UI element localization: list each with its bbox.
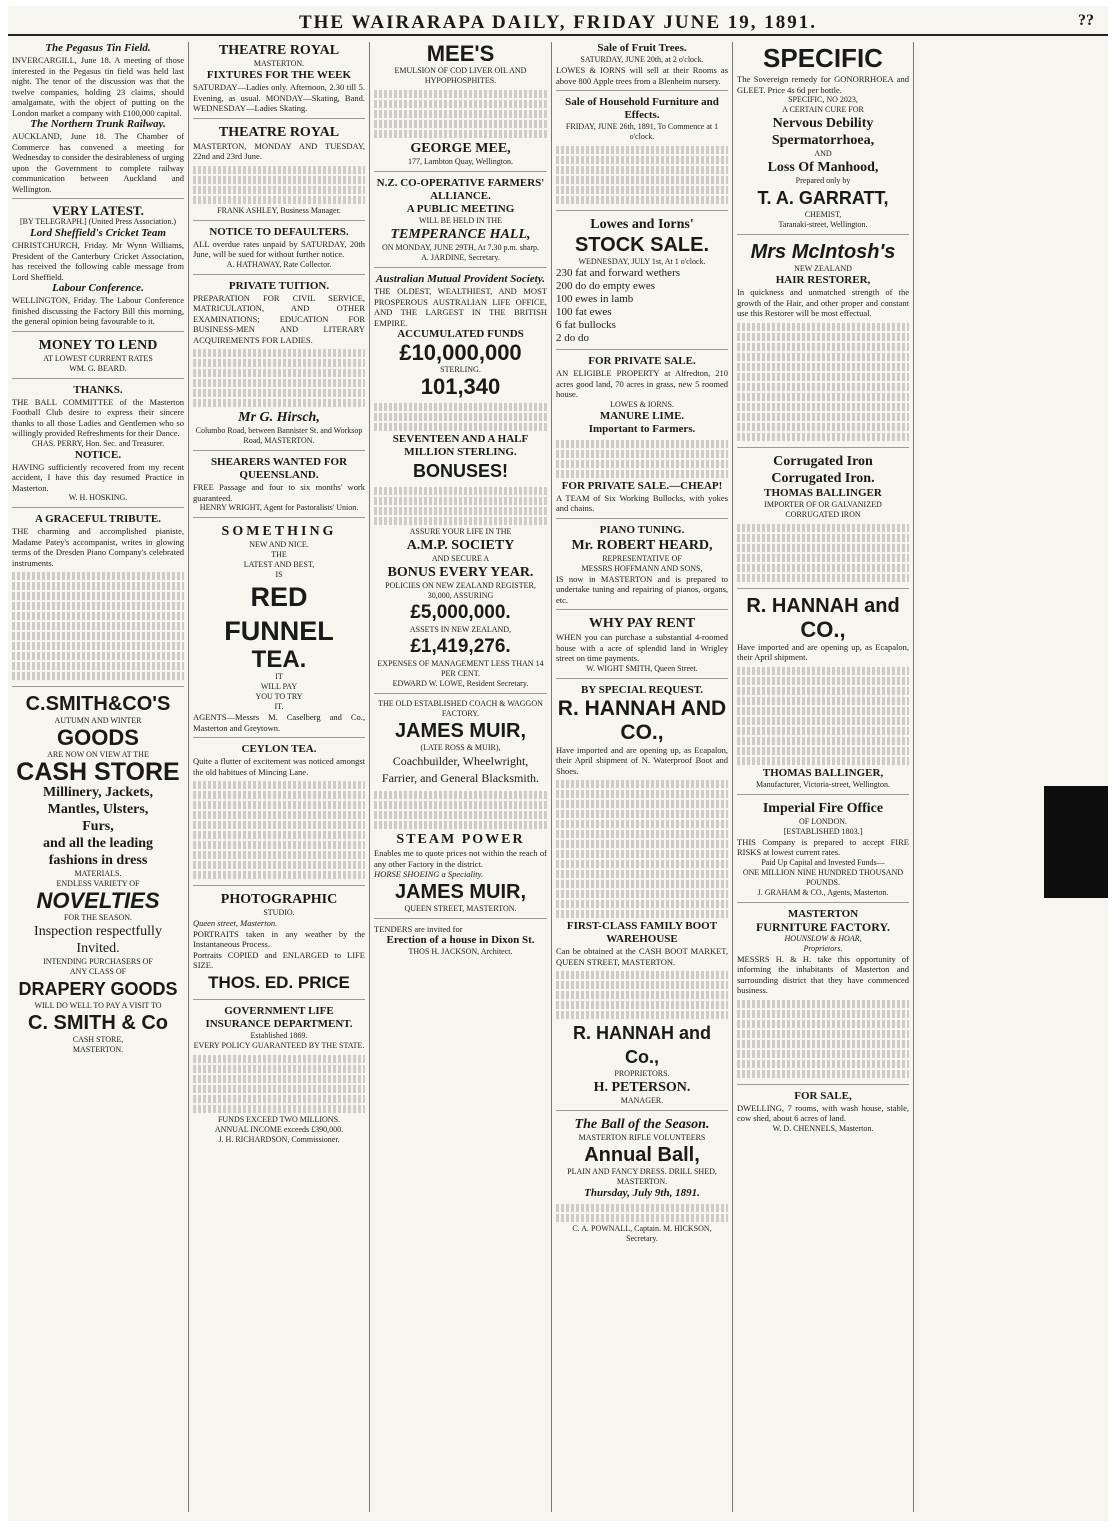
headline: The Ball of the Season. (574, 1117, 710, 1132)
subline: WEDNESDAY, JULY 1st, At 1 o'clock. (578, 257, 706, 266)
column-1 (8, 42, 189, 1512)
headline: STOCK SALE. (574, 234, 710, 256)
newspaper-page (8, 6, 1108, 1521)
headline: TEMPERANCE HALL, (390, 227, 531, 242)
ad-specific (737, 42, 909, 235)
headline: R. HANNAH and (746, 594, 900, 617)
signature: EDWARD W. LOWE, Resident Secretary. (392, 679, 529, 688)
headline: T. A. GARRATT, (757, 188, 889, 208)
subline: Prepared only by (795, 176, 851, 185)
headline: NOTICE. (74, 448, 122, 461)
body: WHEN you can purchase a substantial 4-roomed house with a acre of splendid land in Wrigley street on time payments. (556, 632, 728, 663)
body: AN ELIGIBLE PROPERTY at Alfredton, 210 acres good land, 70 acres in grass, new 5 roomed house. (556, 368, 728, 399)
headline: N.Z. CO-OPERATIVE FARMERS' ALLIANCE. (376, 177, 545, 202)
subline: CHEMIST, (804, 210, 842, 219)
text-lines (556, 1204, 728, 1222)
line: Inspection respectfully Invited. (34, 924, 162, 956)
ad-tenders (374, 924, 547, 958)
line: and all the leading (42, 836, 154, 851)
subline: FUNDS EXCEED TWO MILLIONS. (217, 1114, 341, 1124)
body: HORSE SHOEING a Speciality. (374, 869, 484, 879)
body: IS now in MASTERTON and is prepared to undertake tuning and repairing of pianos, organs, etc. (556, 573, 728, 605)
body: Quite a flutter of excitement was noticed amongst the old habitues of Mincing Lane. (193, 756, 365, 777)
subline: STERLING. (440, 365, 481, 374)
stock-row: 100 fat ewes (556, 306, 612, 318)
line: Millinery, Jackets, (42, 785, 154, 800)
subline: 177, Lambton Quay, Wellington. (408, 157, 513, 166)
ad-private-sale (556, 355, 728, 519)
body: TENDERS are invited for (374, 923, 463, 934)
headline: Mr. ROBERT HEARD, (571, 537, 713, 553)
subline: POLICIES ON NEW ZEALAND REGISTER, 30,000, ASSURING (385, 581, 536, 600)
headline: Annual Ball, (584, 1144, 700, 1166)
subline: ANNUAL INCOME exceeds £390,000. (214, 1124, 344, 1134)
headline: TEA. (251, 646, 307, 673)
subline: ARE NOW ON VIEW AT THE (47, 750, 149, 759)
body: Enables me to quote prices not within the reach of any other Factory in the district. (374, 848, 547, 869)
headline: HAIR RESTORER, (775, 274, 871, 286)
headline: A PUBLIC MEETING (406, 203, 515, 215)
line: LATEST AND BEST, (243, 560, 315, 569)
body: THE BALL COMMITTEE of the Masterton Football Club desire to express their sincere thanks to all those Ladies and Gentlemen who so willingly provided Refreshments for their Dance. (12, 396, 184, 438)
signature: FRANK ASHLEY, Business Manager. (217, 205, 341, 215)
headline: CASH STORE (16, 758, 180, 786)
masthead-title: THE WAIRARAPA DAILY, FRIDAY JUNE 19, 1891. (298, 12, 818, 33)
subline: Manufacturer, Victoria-street, Wellington. (756, 779, 890, 789)
subline: INTENDING PURCHASERS OF (43, 957, 153, 966)
ad-stock-sale (556, 216, 728, 350)
body: Queen street, Masterton. (193, 918, 278, 928)
line: NEW AND NICE. (249, 540, 309, 549)
headline: MANURE LIME. (599, 409, 685, 422)
headline: The Northern Trunk Railway. (30, 118, 166, 130)
text-lines (193, 1055, 365, 1113)
headline: Australian Mutual Provident Society. (376, 273, 545, 285)
headline: A.M.P. SOCIETY (406, 538, 515, 553)
subline: EVERY POLICY GUARANTEED BY THE STATE. (193, 1040, 365, 1050)
signature: J. GRAHAM & CO., Agents, Masterton. (757, 887, 889, 897)
headline: FIXTURES FOR THE WEEK (206, 69, 352, 81)
signature: HENRY WRIGHT, Agent for Pastoralists' Union. (199, 503, 359, 512)
headline: BY SPECIAL REQUEST. (581, 683, 703, 696)
body: ALL overdue rates unpaid by SATURDAY, 20th June, will be sued for without further notice. (193, 238, 365, 259)
body: MASTERTON, MONDAY AND TUESDAY, 22nd and 23rd June. (193, 140, 365, 161)
body: Have imported and are opening up, as Ecapalon, their April shipment. (737, 641, 909, 662)
signature: LOWES & IORNS. (610, 399, 674, 409)
headline: R. HANNAH and Co., (573, 1023, 711, 1067)
signature: A. JARDINE, Secretary. (421, 253, 500, 262)
subline: HOUNSLOW & HOAR, (784, 933, 862, 943)
subline: Taranaki-street, Wellington. (778, 220, 868, 229)
subline: Columbo Road, between Bannister St. and Worksop Road, MASTERTON. (195, 426, 363, 445)
subline: A CERTAIN CURE FOR (782, 105, 864, 114)
signature: WM. G. BEARD. (69, 363, 127, 373)
body: WELLINGTON, Friday. The Labour Conference finished discussing the Factory Bill this morning, the general opinion being favourable to it. (12, 295, 184, 326)
stock-row: 200 do do empty ewes (556, 280, 655, 292)
headline: A GRACEFUL TRIBUTE. (34, 513, 162, 525)
subline: REPRESENTATIVE OF (602, 553, 682, 563)
subline: Established 1869. (250, 1030, 308, 1040)
ad-tuition (193, 280, 365, 452)
body: INVERCARGILL, June 18. A meeting of those interested in the Pegasus tin field was held last night. The tenor of the discussion was that the twelve companies, holding 23 claims, should amalgamate, with the object of putting on the London market a company with £100,000 capital. (12, 55, 184, 118)
headline: PHOTOGRAPHIC (220, 892, 338, 907)
black-ink-block (1044, 786, 1108, 898)
headline: THOMAS BALLINGER, (762, 766, 884, 779)
body: AUCKLAND, June 18. The Chamber of Commerce has convened a meeting for Wednesday to consider the desirableness of urging upon the Government to complete railway communication between Auckland and Wellington. (12, 131, 184, 194)
subline: MASTERTON. (72, 1045, 124, 1054)
subline: MASTERTON. (253, 59, 305, 68)
headline: FOR PRIVATE SALE.—CHEAP! (561, 479, 723, 492)
body: MESSRS H. & H. take this opportunity of informing the inhabitants of Masterton and surrounding district that they have commenced business. (737, 953, 909, 995)
ad-james-muir (374, 699, 547, 919)
headline: FOR SALE, (794, 1089, 852, 1102)
body: A TEAM of Six Working Bullocks, with yokes and chains. (556, 492, 728, 513)
column-3 (370, 42, 552, 1512)
headline: ACCUMULATED FUNDS (397, 328, 524, 340)
subline: PLAIN AND FANCY DRESS. DRILL SHED, MASTERTON. (567, 1167, 717, 1186)
stock-row: 6 fat bullocks (556, 319, 616, 331)
headline: £10,000,000 (399, 340, 522, 365)
article-pegasus (12, 42, 184, 199)
headline: PIANO TUNING. (599, 523, 685, 536)
subline: SPECIFIC, NO 2023, (788, 95, 858, 104)
headline: MONEY TO LEND (38, 337, 158, 353)
body: PORTRAITS taken in any weather by the Instantaneous Process. (193, 928, 365, 949)
body: THIS Company is prepared to accept FIRE RISKS at lowest current rates. (737, 836, 909, 857)
signature: W. H. HOSKING. (68, 493, 128, 502)
headline: R. HANNAH AND CO., (557, 696, 727, 744)
article-tribute (12, 513, 184, 687)
subline: ASSETS IN NEW ZEALAND, (409, 625, 512, 634)
headline: C.SMITH&CO'S (25, 693, 171, 715)
body: PREPARATION FOR CIVIL SERVICE, MATRICULATION, AND OTHER EXAMINATIONS; EDUCATION FOR BUSINESS-MEN AND LITERARY ACQUIREMENTS FOR LADIES. (193, 292, 365, 345)
text-lines (374, 403, 547, 431)
subline: EXPENSES OF MANAGEMENT LESS THAN 14 PER CENT. (377, 659, 544, 678)
headline: THANKS. (73, 383, 123, 396)
text-lines (193, 349, 365, 407)
text-lines (737, 323, 909, 441)
body: THE OLDEST, WEALTHIEST, AND MOST PROSPEROUS AUSTRALIAN LIFE OFFICE, AND THE LARGEST IN THE BRITISH EMPIRE. (374, 286, 547, 328)
line: YOU TO TRY (255, 692, 303, 701)
ad-photographic (193, 891, 365, 1000)
signature: W. WIGHT SMITH, Queen Street. (586, 663, 698, 673)
line: Mantles, Ulsters, (47, 802, 149, 817)
subline: PROPRIETORS. (614, 1069, 670, 1078)
subline: Proprietors. (803, 943, 843, 953)
body: DWELLING, 7 rooms, with wash house, stable, cow shed, about 6 acres of land. (737, 1102, 909, 1123)
column-4 (552, 42, 733, 1512)
line: THE (271, 550, 287, 559)
headline: BONUSES! (412, 461, 508, 481)
text-lines (374, 487, 547, 525)
body: In quickness and unmatched strength of the growth of the Hair, and other proper and constant use this Restorer will be most effectual. (737, 287, 909, 318)
subline: IMPORTER OF OR GALVANIZED CORRUGATED IRON (764, 499, 882, 519)
text-lines (556, 971, 728, 1019)
subline: ON MONDAY, JUNE 29TH, At 7.30 p.m. sharp. (381, 243, 540, 252)
subline: FRIDAY, JUNE 26th, 1891, To Commence at 1 o'clock. (565, 122, 719, 141)
subline: AT LOWEST CURRENT RATES (43, 353, 153, 363)
body: FREE Passage and four to six months' work guaranteed. (193, 482, 365, 503)
headline: PRIVATE TUITION. (228, 279, 330, 292)
headline: Corrugated Iron. (771, 470, 875, 486)
text-lines (12, 572, 184, 680)
ad-furniture-factory (737, 908, 909, 1085)
headline: Mr G. Hirsch, (238, 410, 320, 425)
signature: C. A. POWNALL, Captain. M. HICKSON, Secretary. (572, 1224, 712, 1243)
headline: MASTERTON (787, 907, 859, 920)
ad-hair-restorer (737, 240, 909, 448)
headline: Sale of Household Furniture and Effects. (565, 96, 719, 121)
headline: FIRST-CLASS FAMILY BOOT WAREHOUSE (566, 920, 718, 945)
body: The Sovereign remedy for GONORRHOEA and GLEET. Price 4s 6d per bottle. (737, 74, 909, 95)
body: HAVING sufficiently recovered from my recent accident, I have this day resumed Practice in Masterton. (12, 461, 184, 493)
headline: The Pegasus Tin Field. (45, 42, 151, 54)
subline: AND (814, 149, 832, 158)
line: SOMETHING (221, 524, 337, 539)
headline: BONUS EVERY YEAR. (387, 565, 534, 580)
headline: GEORGE MEE, (410, 141, 511, 156)
body: THE charming and accomplished pianiste, Madame Patey's accompanist, writes in glowing terms of the Dresden Piano Company's celebrated instruments. (12, 526, 184, 568)
article-latest (12, 204, 184, 332)
headline: THOMAS BALLINGER (764, 486, 882, 499)
subline: [BY TELEGRAPH.] (United Press Association.) (20, 217, 176, 226)
body: AGENTS—Messrs M. Caselberg and Co., Masterton and Greytown. (193, 712, 365, 733)
subline: STUDIO. (263, 908, 295, 917)
ad-theatre-royal-2 (193, 124, 365, 221)
headline: FURNITURE FACTORY. (755, 919, 891, 934)
body: Have imported and are opening up, as Ecapalon, their April shipment of N. Waterproof Boot and Shoes. (556, 744, 728, 776)
subline: MESSRS HOFFMANN AND SONS, (581, 563, 703, 573)
headline: 101,340 (420, 374, 501, 399)
text-lines (193, 166, 365, 204)
body: CHRISTCHURCH, Friday. Mr Wynn Williams, President of the Canterbury Cricket Association, has received the following cable message from Lord Sheffield. (12, 240, 184, 282)
signature: A. HATHAWAY, Rate Collector. (226, 259, 332, 269)
headline: RED FUNNEL (224, 582, 334, 646)
body: Portraits COPIED and ENLARGED to LIFE SIZE. (193, 949, 365, 970)
stock-row: 100 ewes in lamb (556, 293, 634, 305)
subline: ANY CLASS OF (69, 967, 127, 976)
text-lines (374, 90, 547, 138)
body: Can be obtained at the CASH BOOT MARKET, QUEEN STREET, MASTERTON. (556, 946, 728, 967)
body: SATURDAY—Ladies only. Afternoon, 2.30 till 5. Evening, as usual. MONDAY—Skating, Band. WEDNESDAY—Ladies Skating. (193, 82, 365, 113)
subline: CASH STORE, (72, 1035, 124, 1044)
line: Coachbuilder, Wheelwright, Farrier, and General Blacksmith. (381, 754, 540, 785)
ad-smith-store (12, 692, 184, 1055)
page-number: ?? (1078, 12, 1094, 29)
ad-hannah-special (556, 684, 728, 1112)
column-5 (733, 42, 914, 1512)
headline: SPECIFIC (763, 43, 883, 73)
text-lines (556, 780, 728, 918)
ad-annual-ball (556, 1116, 728, 1244)
headline: C. SMITH & Co (28, 1012, 168, 1034)
headline: Thursday, July 9th, 1891. (584, 1187, 700, 1199)
headline: SHEARERS WANTED FOR QUEENSLAND. (210, 456, 348, 481)
headline: SEVENTEEN AND A HALF MILLION STERLING. (392, 433, 529, 458)
signature: THOS H. JACKSON, Architect. (408, 947, 513, 956)
text-lines (556, 146, 728, 204)
subline: ENDLESS VARIETY OF (56, 879, 140, 888)
headline: Sale of Fruit Trees. (597, 42, 687, 54)
article-ceylon-tea (193, 743, 365, 886)
text-lines (193, 781, 365, 879)
subline: MASTERTON RIFLE VOLUNTEERS (578, 1133, 706, 1142)
headline: £5,000,000. (410, 602, 511, 623)
headline: Mrs McIntosh's (750, 241, 896, 263)
ad-why-pay-rent (556, 615, 728, 679)
headline: FOR PRIVATE SALE. (588, 355, 696, 367)
line: IT (275, 672, 283, 681)
column-2 (189, 42, 370, 1512)
notice-farmers-alliance (374, 177, 547, 268)
headline: Nervous Debility (772, 116, 874, 131)
subline: ASSURE YOUR LIFE IN THE (409, 527, 512, 536)
ad-hannah (737, 594, 909, 795)
headline: Labour Conference. (52, 282, 144, 294)
ad-imperial-fire (737, 800, 909, 903)
headline: CO., (800, 616, 846, 642)
stock-row: 230 fat and forward wethers (556, 267, 681, 279)
text-lines (374, 791, 547, 829)
subline: FOR THE SEASON. (63, 913, 133, 922)
subline: Paid Up Capital and Invested Funds— (761, 857, 885, 867)
headline: THEATRE ROYAL (218, 43, 340, 58)
text-lines (737, 1000, 909, 1078)
line: Furs, (82, 819, 114, 834)
headline: Imperial Fire Office (762, 800, 884, 816)
subline: QUEEN STREET, MASTERTON. (404, 903, 517, 913)
line: WILL PAY (260, 682, 298, 691)
ad-household-furniture (556, 96, 728, 211)
headline: Important to Farmers. (588, 422, 696, 435)
headline: WHY PAY RENT (588, 616, 696, 631)
ad-red-funnel-tea (193, 523, 365, 738)
text-lines (737, 524, 909, 582)
headline: GOVERNMENT LIFE INSURANCE DEPARTMENT. (205, 1004, 353, 1030)
headline: Lowes and Iorns' (590, 217, 694, 232)
headline: CEYLON TEA. (241, 743, 317, 755)
line: fashions in dress (48, 853, 148, 868)
headline: THOS. ED. PRICE (208, 972, 350, 992)
ad-shearers (193, 456, 365, 518)
headline: NOVELTIES (36, 888, 160, 913)
masthead (8, 6, 1108, 36)
headline: GOODS (57, 725, 139, 750)
headline: NOTICE TO DEFAULTERS. (209, 225, 349, 238)
subline: [ESTABLISHED 1803.] (783, 826, 863, 836)
subline: MATERIALS. (74, 869, 122, 878)
text-lines (556, 440, 728, 478)
ad-piano-tuning (556, 524, 728, 611)
ad-fruit-trees (556, 42, 728, 91)
ad-money (12, 337, 184, 379)
subline: ONE MILLION NINE HUNDRED THOUSAND POUNDS. (742, 867, 904, 887)
headline: DRAPERY GOODS (18, 979, 178, 999)
headline: JAMES MUIR, (394, 880, 527, 903)
headline: Loss Of Manhood, (767, 160, 879, 175)
body: LOWES & IORNS will sell at their Rooms as above 800 Apple trees from a Blenheim nursery. (556, 65, 728, 86)
subline: MANAGER. (620, 1096, 664, 1105)
headline: Lord Sheffield's Cricket Team (30, 227, 166, 239)
subline: WILL BE HELD IN THE (418, 216, 503, 225)
subline: SATURDAY, JUNE 20th, at 2 o'clock. (580, 55, 704, 64)
signature: W. D. CHENNELS, Masterton. (772, 1123, 874, 1133)
subline: (LATE ROSS & MUIR), (420, 743, 501, 752)
headline: Corrugated Iron (773, 453, 873, 469)
line: IS (275, 570, 283, 579)
ad-theatre-royal (193, 42, 365, 119)
subline: OF LONDON. (799, 816, 847, 826)
headline: THEATRE ROYAL (218, 124, 340, 140)
headline: STEAM POWER (396, 832, 525, 847)
signature: CHAS. PERRY, Hon. Sec. and Treasurer. (31, 438, 165, 448)
ad-mees-emulsion (374, 42, 547, 172)
signature: J. H. RICHARDSON, Commissioner. (218, 1134, 340, 1144)
notice-thanks (12, 384, 184, 509)
ad-amp-society (374, 273, 547, 694)
subline: WILL DO WELL TO PAY A VISIT TO (34, 1001, 162, 1010)
ad-corrugated-iron (737, 453, 909, 589)
notice-defaulters (193, 226, 365, 275)
headline: Spermatorrhoea, (771, 133, 875, 148)
subline: AND SECURE A (431, 554, 490, 563)
subline: EMULSION OF COD LIVER OIL AND HYPOPHOSPHITES. (394, 66, 527, 85)
headline: JAMES MUIR, (394, 720, 527, 742)
headline: Erection of a house in Dixon St. (386, 934, 535, 946)
line: IT. (274, 702, 284, 711)
ad-government-life (193, 1005, 365, 1145)
headline: VERY LATEST. (52, 203, 144, 218)
ad-for-sale (737, 1090, 909, 1134)
headline: MEE'S (426, 42, 495, 66)
headline: H. PETERSON. (593, 1080, 691, 1095)
stock-row: 2 do do (556, 332, 589, 344)
subline: NEW ZEALAND (794, 264, 852, 273)
subline: AUTUMN AND WINTER (54, 716, 142, 725)
headline: £1,419,276. (410, 636, 511, 657)
subline: THE OLD ESTABLISHED COACH & WAGGON FACTORY. (378, 699, 543, 718)
text-lines (737, 667, 909, 765)
